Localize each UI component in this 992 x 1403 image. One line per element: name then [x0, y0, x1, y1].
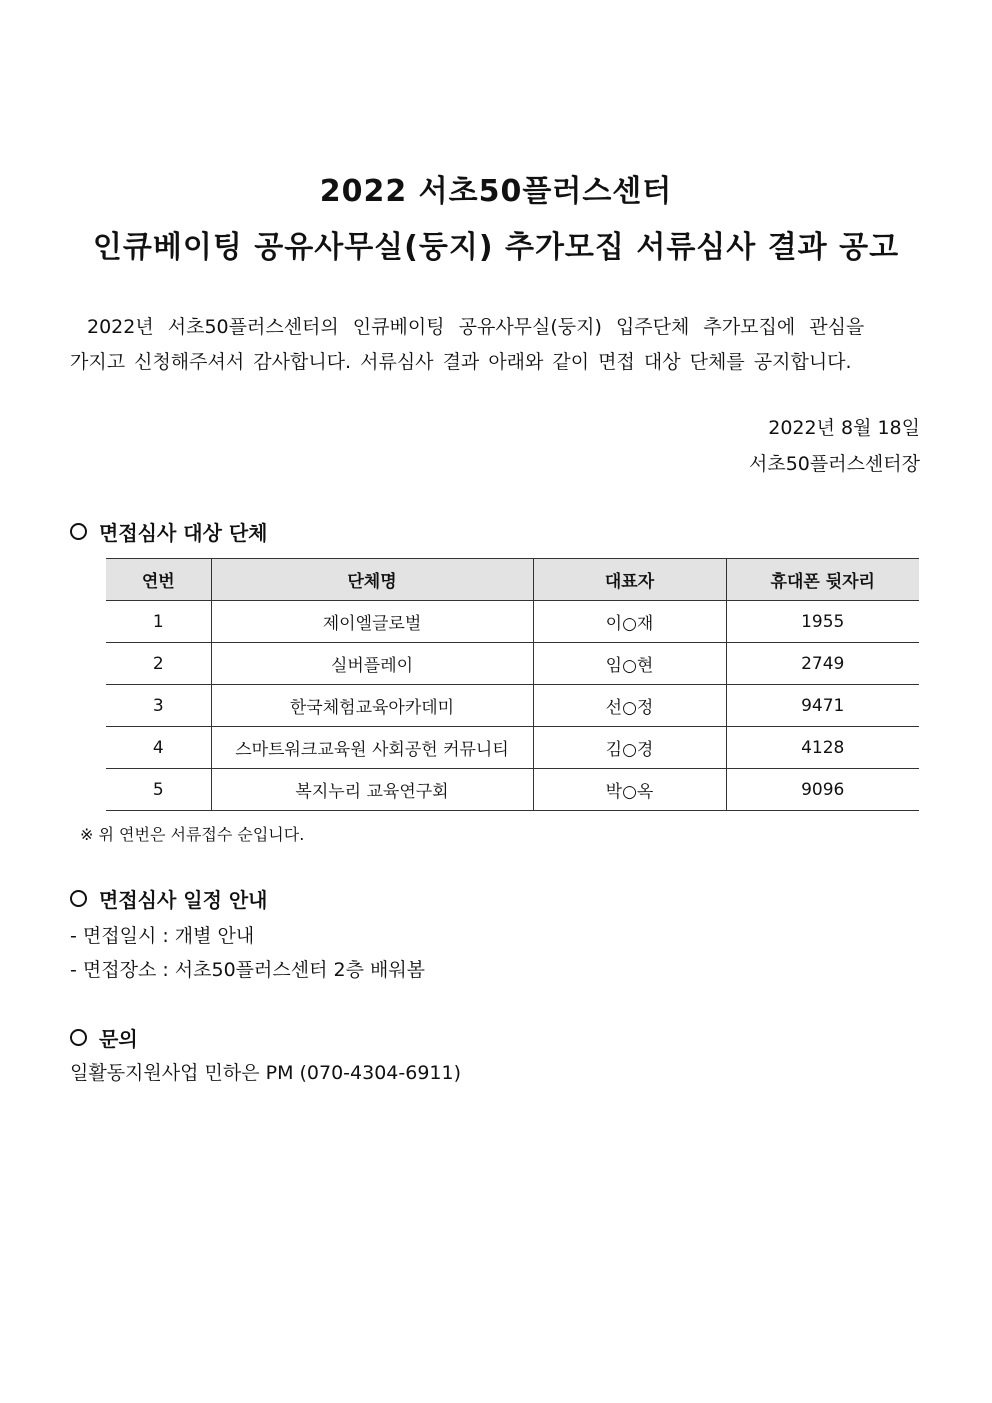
- table-row: [106, 643, 919, 685]
- table-cell: 9471: [726, 685, 919, 727]
- table-cell: 3: [106, 685, 211, 727]
- column-header: 연번: [106, 559, 211, 601]
- table-cell: 2: [106, 643, 211, 685]
- table-cell: 한국체험교육아카데미: [211, 685, 533, 727]
- table-cell: 스마트워크교육원 사회공헌 커뮤니티: [211, 727, 533, 769]
- intro-line2: 가지고 신청해주셔서 감사합니다. 서류심사 결과 아래와 같이 면접 대상 단체를 공지합니다.: [70, 351, 852, 373]
- table-row: [106, 685, 919, 727]
- section-heading-interview-targets: [70, 517, 268, 546]
- section-heading-text: 면접심사 대상 단체: [99, 521, 268, 545]
- table-note: ※ 위 연번은 서류접수 순입니다.: [80, 825, 305, 844]
- table-row: [106, 727, 919, 769]
- section-heading-text: 면접심사 일정 안내: [99, 888, 268, 912]
- table-cell: 김○경: [533, 727, 726, 769]
- table-header-row: [106, 559, 919, 601]
- table-cell: 2749: [726, 643, 919, 685]
- table-cell: 5: [106, 769, 211, 811]
- page-title-line1: 2022 서초50플러스센터: [319, 174, 673, 209]
- table-row: [106, 769, 919, 811]
- table-cell: 복지누리 교육연구회: [211, 769, 533, 811]
- table-cell: 1955: [726, 601, 919, 643]
- section-heading-interview-schedule: [70, 884, 268, 913]
- table-cell: 실버플레이: [211, 643, 533, 685]
- schedule-item-place: - 면접장소 : 서초50플러스센터 2층 배워봄: [70, 959, 426, 981]
- section-heading-inquiry: [70, 1023, 138, 1052]
- interview-target-table: [106, 558, 919, 811]
- table-cell: 임○현: [533, 643, 726, 685]
- circle-bullet-icon: [70, 1029, 87, 1046]
- circle-bullet-icon: [70, 523, 87, 540]
- table-row: [106, 601, 919, 643]
- column-header: 대표자: [533, 559, 726, 601]
- page-title-line2: 인큐베이팅 공유사무실(둥지) 추가모집 서류심사 결과 공고: [92, 230, 900, 265]
- table-cell: 박○옥: [533, 769, 726, 811]
- table-cell: 이○재: [533, 601, 726, 643]
- schedule-item-date: - 면접일시 : 개별 안내: [70, 925, 255, 947]
- section-heading-text: 문의: [99, 1027, 138, 1051]
- notice-date: 2022년 8월 18일: [768, 417, 920, 439]
- table-cell: 선○정: [533, 685, 726, 727]
- intro-paragraph: [70, 310, 920, 380]
- table-cell: 9096: [726, 769, 919, 811]
- column-header: 단체명: [211, 559, 533, 601]
- contact-info: 일활동지원사업 민하은 PM (070-4304-6911): [70, 1062, 462, 1084]
- table-cell: 4128: [726, 727, 919, 769]
- circle-bullet-icon: [70, 890, 87, 907]
- table-cell: 1: [106, 601, 211, 643]
- intro-line1: 2022년 서초50플러스센터의 인큐베이팅 공유사무실(둥지) 입주단체 추가모집에 관심을: [87, 316, 865, 338]
- issuer-name: 서초50플러스센터장: [748, 453, 920, 475]
- table-cell: 제이엘글로벌: [211, 601, 533, 643]
- column-header: 휴대폰 뒷자리: [726, 559, 919, 601]
- table-cell: 4: [106, 727, 211, 769]
